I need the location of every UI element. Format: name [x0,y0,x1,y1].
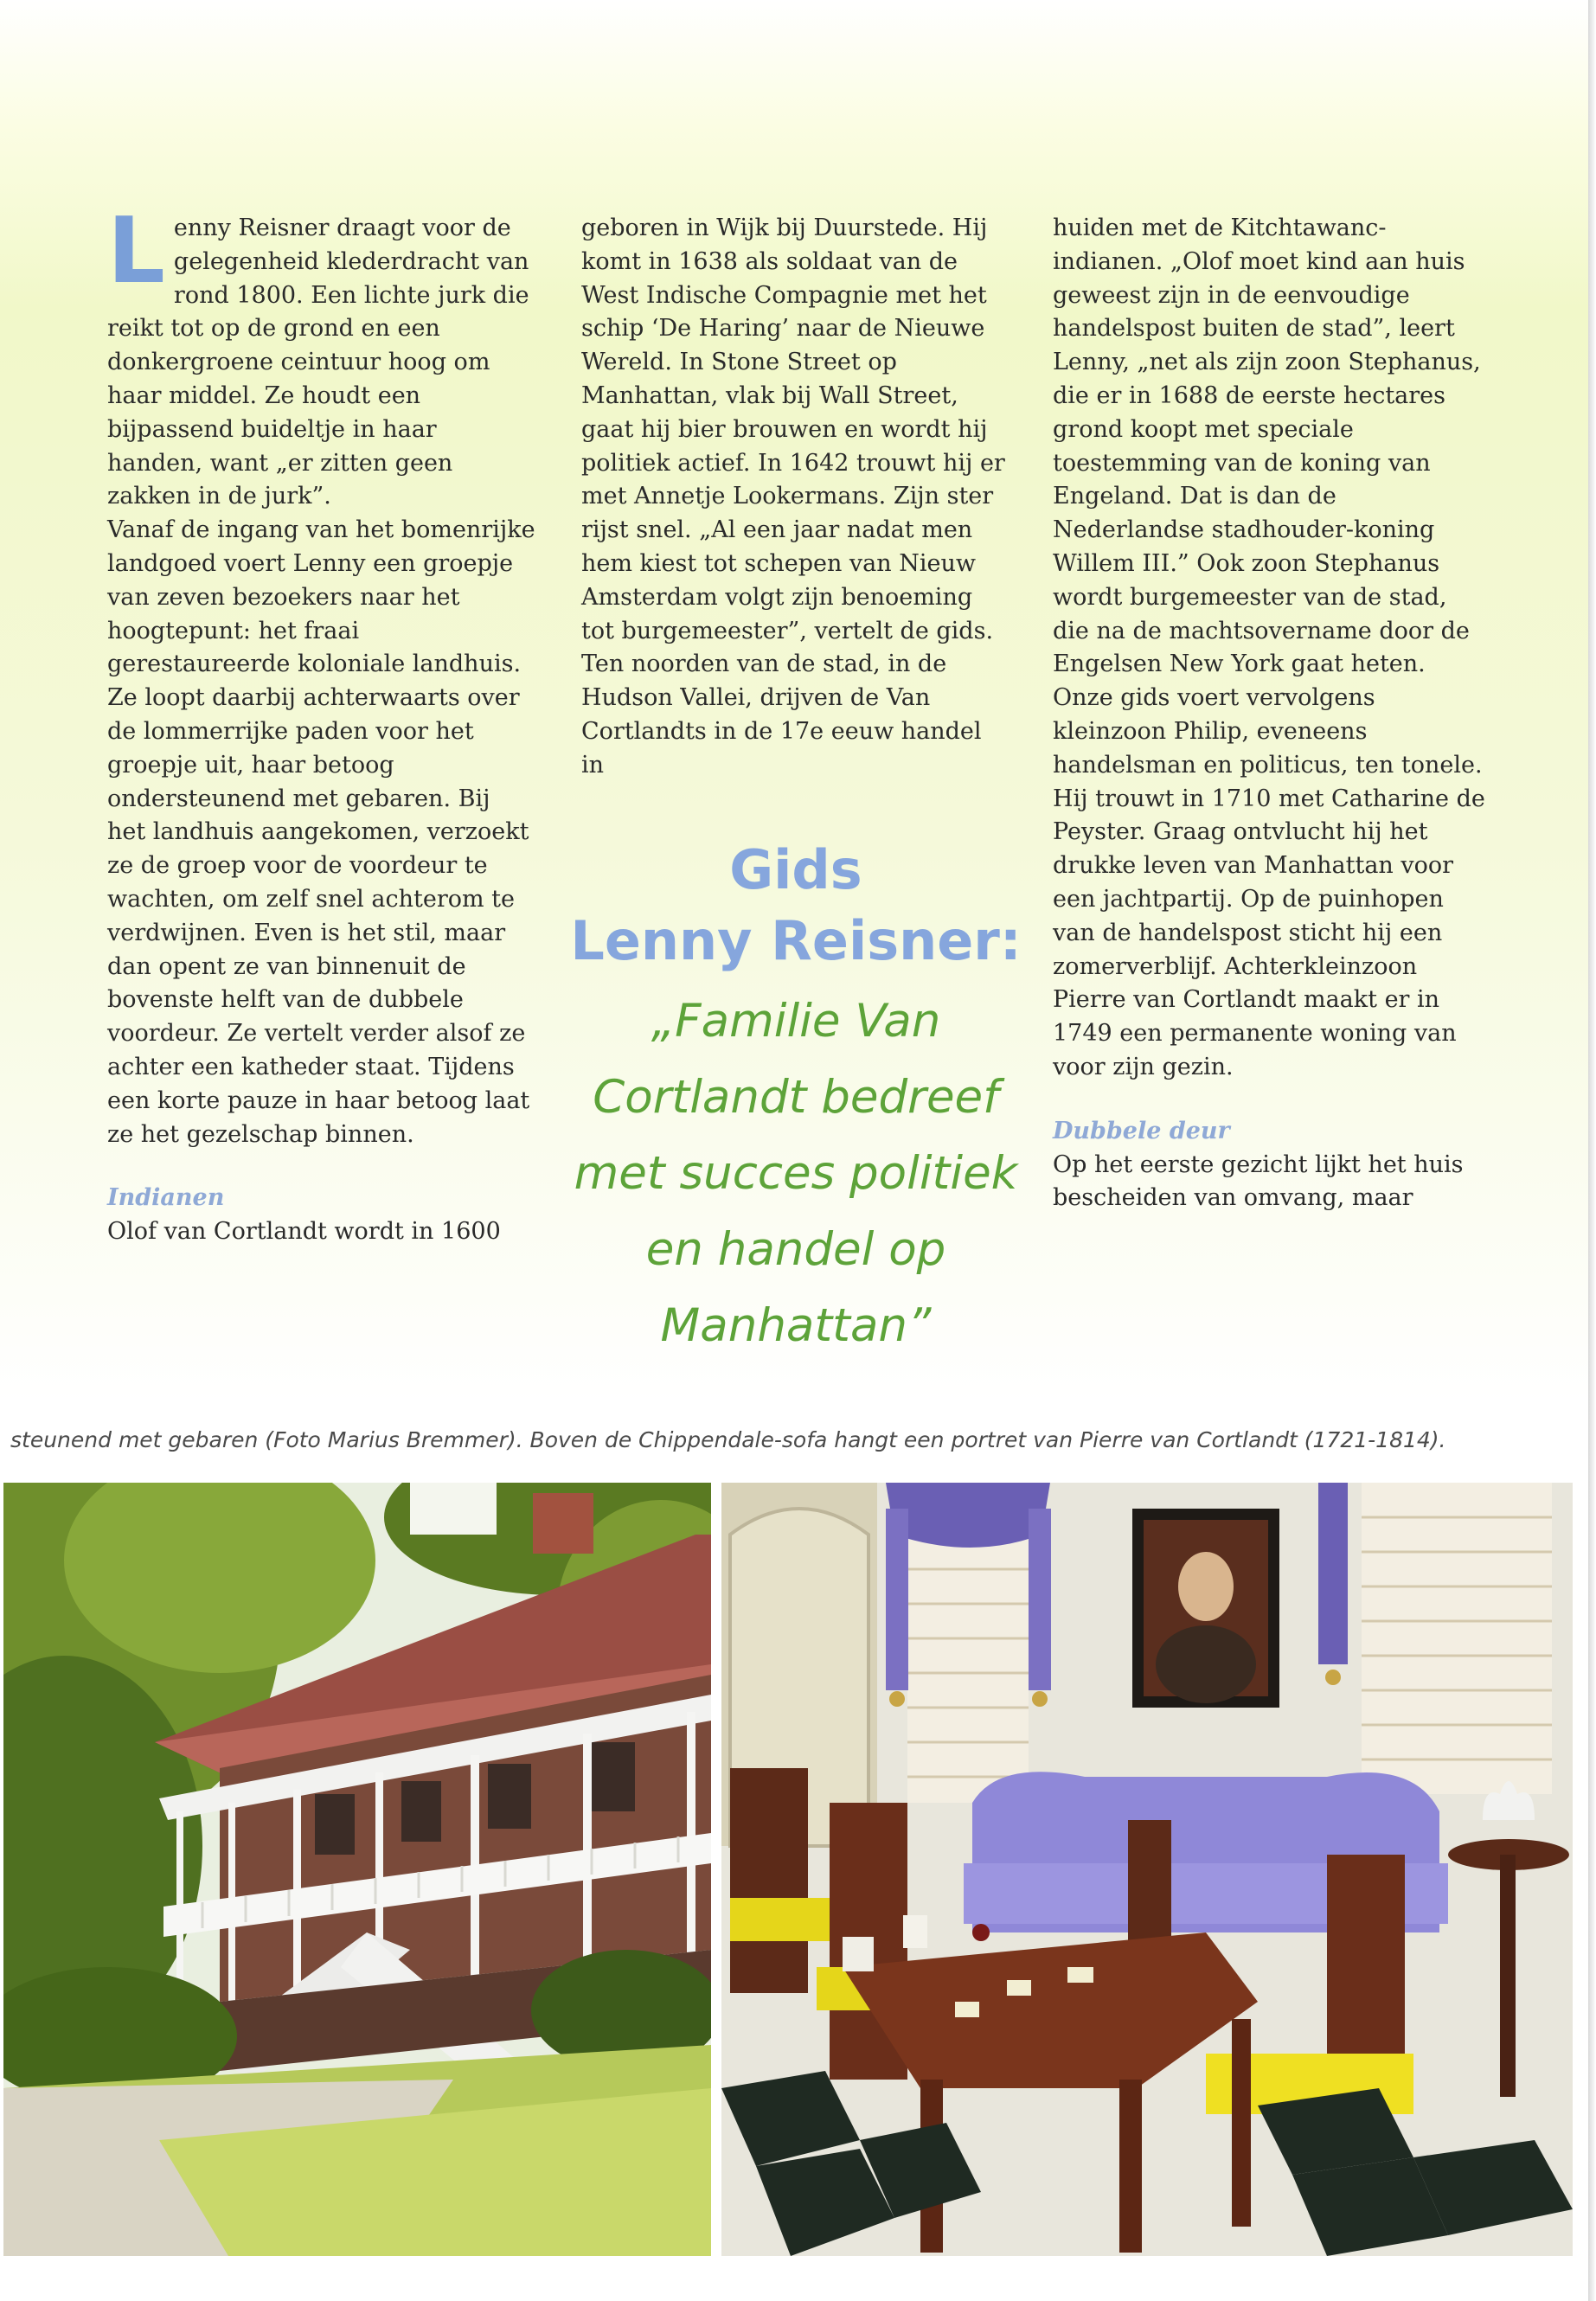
section-heading-dubbele-deur: Dubbele deur [1053,1117,1230,1144]
paragraph: Onze gids voert vervolgens kleinzoon Philip, eveneens handelsman en politicus, ten tonele. Hij trouwt in 1710 met Catharine de Peyster. Graag ontvlucht hij het drukke leven van Manhattan voor een jachtpartij. Op de puinhopen van de handelspost sticht hij een zomerverblijf. Achterkleinzoon Pierre van Cortlandt maakt er in 1749 een permanente woning van voor zijn gezin. [1053,684,1485,1080]
paragraph: huiden met de Kitchtawanc-indianen. „Olof moet kind aan huis geweest zijn in de eenvoudige handelspost buiten de stad”, leert Lenny, „net als zijn zoon Stephanus, die er in 1688 de eerste hectares grond koopt met speciale toestemming van de koning van Engeland. Dat is dan de Nederlandse stadhouder-koning Willem III.” Ook zoon Stephanus wordt burgemeester van de stad, die na de machtsovername door de Engelsen New York gaat heten. [1053,215,1481,678]
page-edge [1588,0,1596,2301]
drop-cap: L [107,198,165,304]
paragraph: enny Reisner draagt voor de gelegenheid klederdracht van rond 1800. Een lichte jurk die reikt tot op de grond en een donkergroene ceintuur hoog om haar middel. Ze houdt een bijpassend buideltje in haar handen, want „er zitten geen zakken in de jurk”. [107,215,529,510]
pull-quote-label-line2: Lenny Reisner: [570,909,1022,972]
article-column-3 [1053,212,1490,1215]
paragraph: Vanaf de ingang van het bomenrijke landgoed voert Lenny een groepje van zeven bezoekers naar het hoogtepunt: het fraai gerestaureerde koloniale landhuis. Ze loopt daarbij achterwaarts over de lommerrijke paden voor het groepje uit, haar betoog ondersteunend met gebaren. Bij het landhuis aangekomen, verzoekt ze de groep voor de voordeur te wachten, om zelf snel achterom te verdwijnen. Even is het stil, maar dan opent ze van binnenuit de bovenste helft van de dubbele voordeur. Ze vertelt verder alsof ze achter een katheder staat. Tijdens een korte pauze in haar betoog laat ze het gezelschap binnen. [107,516,535,1148]
photo-caption: steunend met gebaren (Foto Marius Bremmer). Boven de Chippendale-sofa hangt een portret van Pierre van Cortlandt (1721-1814). [10,1427,1446,1452]
pull-quote [554,835,1038,1364]
article-column-1 [107,198,535,1249]
article-column-2 [581,212,1011,783]
pull-quote-label-line1: Gids [729,838,862,901]
photo-interior-room [721,1483,1573,2256]
section-heading-indianen: Indianen [107,1184,225,1212]
interior-illustration [721,1483,1573,2256]
manor-house-illustration [3,1483,711,2256]
pull-quote-text: „Familie Van Cortlandt bedreef met succes politiek en handel op Manhattan” [574,995,1018,1352]
paragraph: geboren in Wijk bij Duurstede. Hij komt in 1638 als soldaat van de West Indische Compagnie met het schip ‘De Haring’ naar de Nieuwe Wereld. In Stone Street op Manhattan, vlak bij Wall Street, gaat hij bier brouwen en wordt hij politiek actief. In 1642 trouwt hij er met Annetje Lookermans. Zijn ster rijst snel. „Al een jaar nadat men hem kiest tot schepen van Nieuw Amsterdam volgt zijn benoeming tot burgemeester”, vertelt de gids. Ten noorden van de stad, in de Hudson Vallei, drijven de Van Cortlandts in de 17e eeuw handel in [581,215,1005,779]
photo-manor-house [3,1483,711,2256]
paragraph: Op het eerste gezicht lijkt het huis bescheiden van omvang, maar [1053,1150,1464,1212]
paragraph: Olof van Cortlandt wordt in 1600 [107,1218,501,1246]
